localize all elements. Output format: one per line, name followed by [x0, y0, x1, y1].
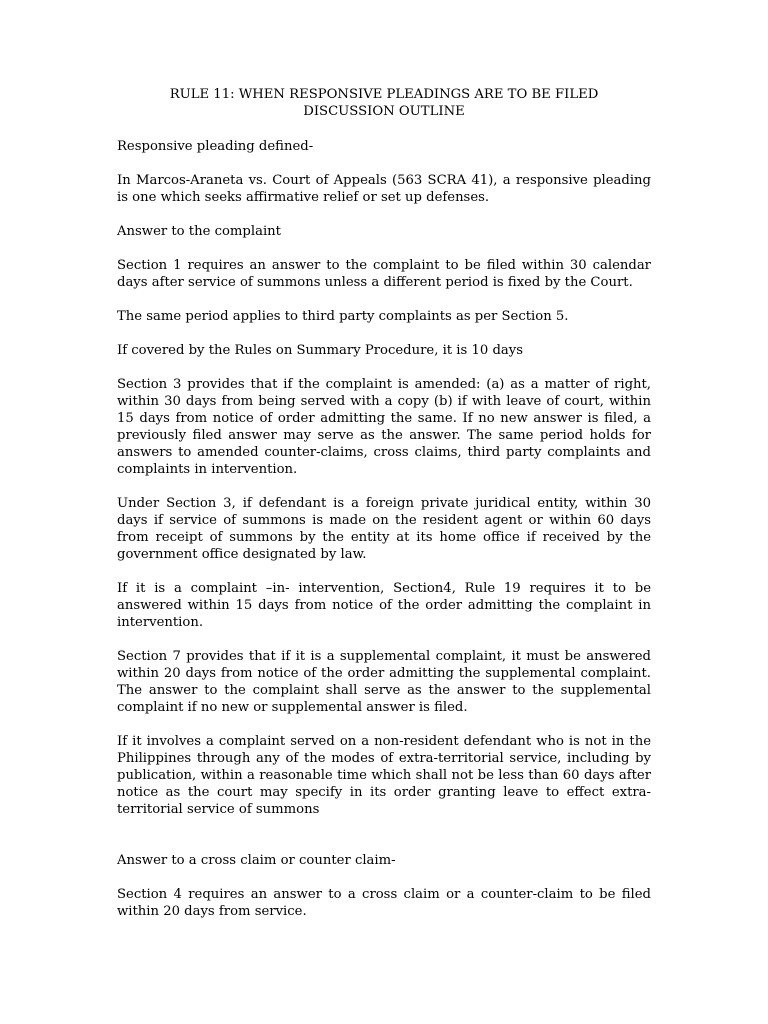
paragraph-non-resident-defendant: If it involves a complaint served on a non-resident defendant who is not in the Philippines through any of the modes of extra-territorial service, including by publication, within a reasonable time which shall not be less than 60 days after notice as the court may specify in its order granting leave to effect extra-territorial service of summons	[117, 734, 651, 817]
paragraph-section-7-supplemental: Section 7 provides that if it is a supplemental complaint, it must be answered within 20 days from notice of the order admitting the supplemental complaint. The answer to the complaint shall serve as the answer to the supplemental complaint if no new or supplemental answer is filed.	[117, 649, 651, 715]
paragraph-summary-procedure: If covered by the Rules on Summary Procedure, it is 10 days	[117, 343, 523, 358]
paragraph-section-3-foreign-entity: Under Section 3, if defendant is a foreign private juridical entity, within 30 days if service of summons is made on the resident agent or within 60 days from receipt of summons by the entity at its home office if received by the government office designated by law.	[117, 496, 651, 562]
document-page	[117, 86, 651, 937]
paragraph-complaint-in-intervention: If it is a complaint –in- intervention, Section4, Rule 19 requires it to be answered within 15 days from notice of the order admitting the complaint in intervention.	[117, 581, 651, 630]
paragraph-section-3-amended: Section 3 provides that if the complaint is amended: (a) as a matter of right, within 30 days from being served with a copy (b) if with leave of court, within 15 days from notice of order admitting the same. If no new answer is filed, a previously filed answer may serve as the answer. The same period holds for answers to amended counter-claims, cross claims, third party complaints and complaints in intervention.	[117, 377, 651, 477]
title-line-1: RULE 11: WHEN RESPONSIVE PLEADINGS ARE TO BE FILED	[169, 87, 599, 102]
paragraph-marcos-araneta: In Marcos-Araneta vs. Court of Appeals (563 SCRA 41), a responsive pleading is one which seeks affirmative relief or set up defenses.	[117, 173, 651, 205]
spacer	[117, 835, 651, 852]
document-title	[117, 86, 651, 120]
paragraph-third-party: The same period applies to third party complaints as per Section 5.	[117, 309, 569, 324]
title-line-2: DISCUSSION OUTLINE	[303, 104, 465, 119]
heading-answer-to-complaint: Answer to the complaint	[117, 224, 281, 239]
heading-responsive-pleading-defined: Responsive pleading defined-	[117, 139, 314, 154]
heading-cross-claim-counter-claim: Answer to a cross claim or counter claim-	[117, 853, 396, 868]
paragraph-section-1: Section 1 requires an answer to the complaint to be filed within 30 calendar days after service of summons unless a different period is fixed by the Court.	[117, 258, 651, 290]
paragraph-section-4: Section 4 requires an answer to a cross claim or a counter-claim to be filed within 20 days from service.	[117, 887, 651, 919]
